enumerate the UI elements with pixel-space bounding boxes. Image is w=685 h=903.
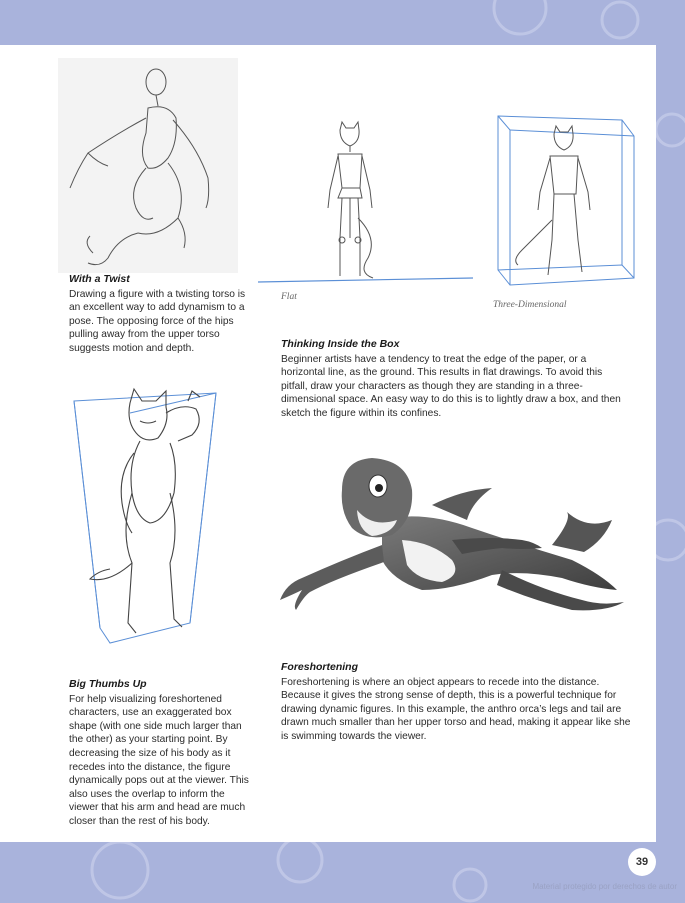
caption-three-dimensional: Three-Dimensional	[493, 300, 567, 310]
section-foreshortening	[281, 661, 633, 744]
flat-figure-sketch	[258, 118, 473, 288]
thumbs-up-wolf-sketch	[70, 383, 220, 658]
section-with-a-twist	[69, 273, 247, 356]
section-thinking-inside-the-box	[281, 338, 631, 421]
body-big-thumbs-up: For help visualizing foreshortened characters, use an exaggerated box shape (with one side much larger than the other) as your starting point. By decreasing the size of his body as it recedes into the distance, the figure dynamically pops out at the viewer. This also uses the overlap to inform the viewer that his arm and head are much closer than the rest of his body.	[69, 693, 249, 827]
body-foreshortening: Foreshortening is where an object appears to recede into the distance. Because it gives the strong sense of depth, this is a powerful technique for drawing dynamic figures. In this example, the anthro orca’s legs and tail are drawn much smaller than her upper torso and head, making it appear like she is swimming towards the viewer.	[281, 676, 631, 742]
caption-flat: Flat	[281, 292, 297, 302]
twisting-figure-sketch	[58, 58, 238, 273]
copyright-watermark: Material protegido por derechos de autor	[532, 882, 677, 891]
heading-thinking-inside-the-box: Thinking Inside the Box	[281, 338, 400, 350]
heading-with-a-twist: With a Twist	[69, 273, 130, 285]
heading-big-thumbs-up: Big Thumbs Up	[69, 678, 147, 690]
body-with-a-twist: Drawing a figure with a twisting torso is an excellent way to add dynamism to a pose. The opposing force of the hips pulling away from the upper torso suggests motion and depth.	[69, 288, 246, 354]
three-dimensional-box-sketch	[492, 110, 642, 295]
section-big-thumbs-up	[69, 678, 249, 829]
heading-foreshortening: Foreshortening	[281, 661, 359, 673]
foreshortened-orca-illustration	[272, 450, 634, 630]
body-thinking-inside-the-box: Beginner artists have a tendency to treat the edge of the paper, or a horizontal line, as the ground. This results in flat drawings. To avoid this pitfall, draw your characters as though they are standing in a three-dimensional space. An easy way to do this is to lightly draw a box, and then sketch the figure within its confines.	[281, 353, 621, 419]
page-number: 39	[628, 848, 656, 876]
